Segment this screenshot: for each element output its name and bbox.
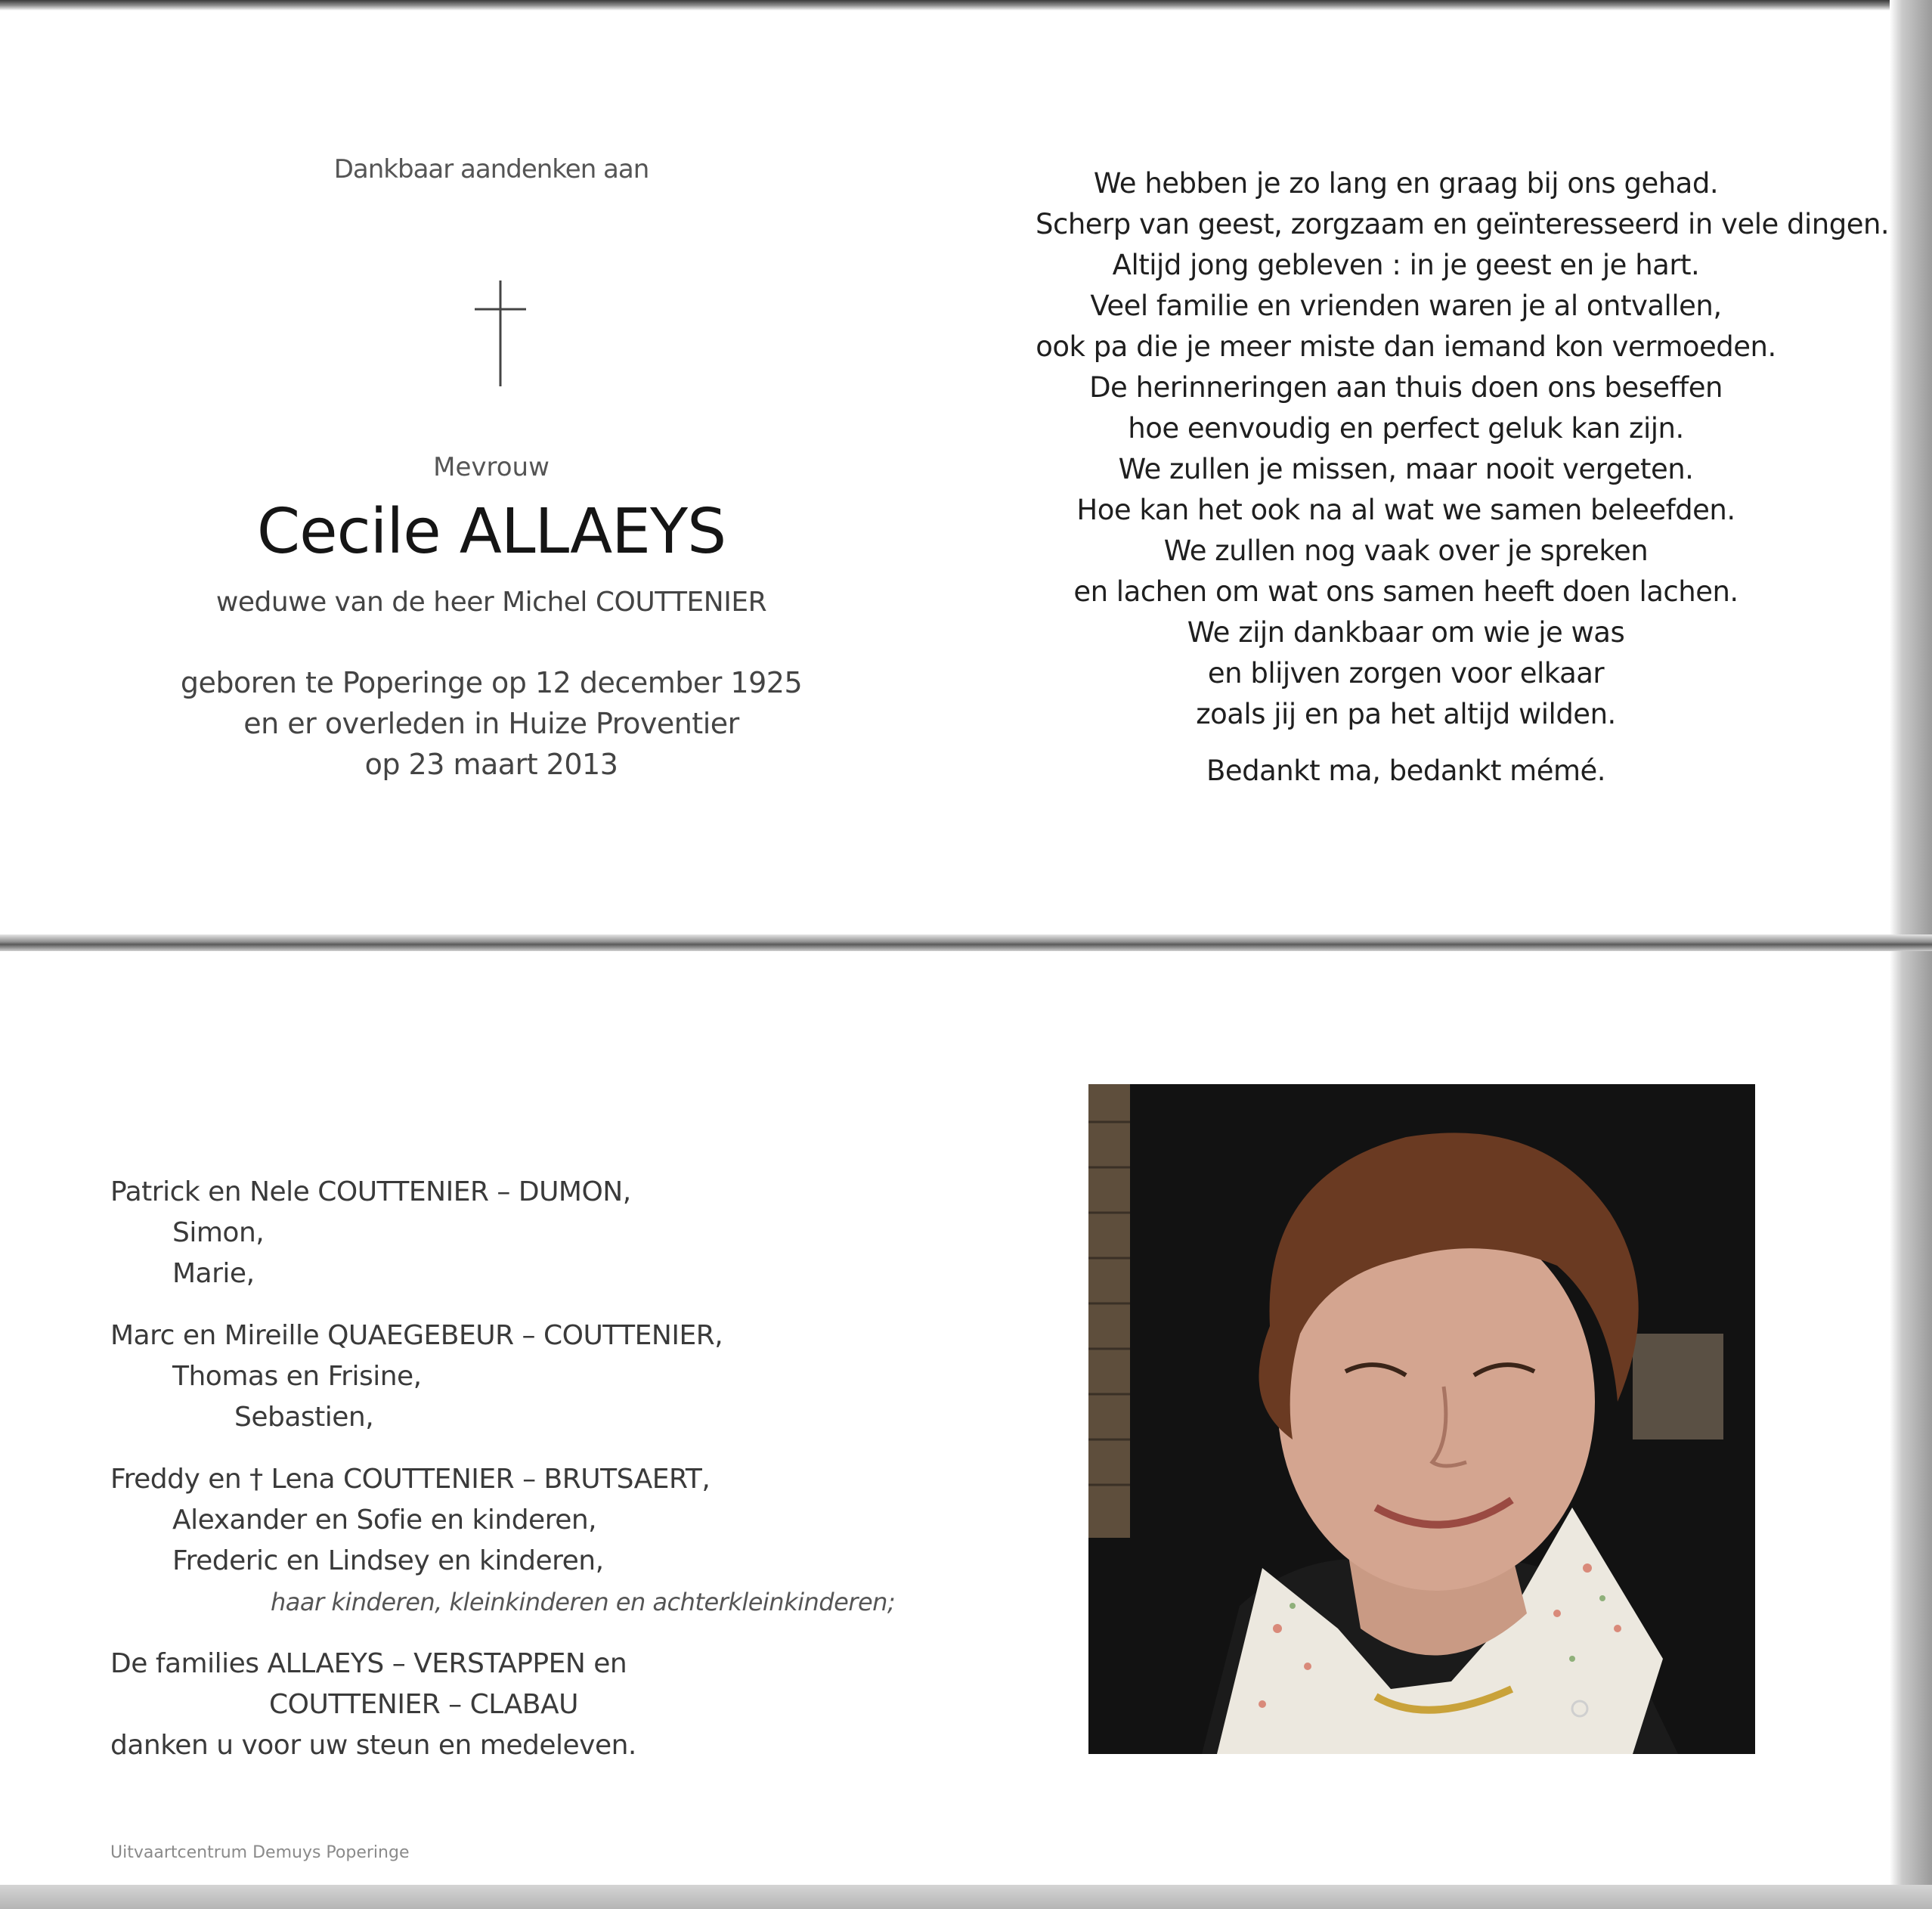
poem-line: hoe eenvoudig en perfect geluk kan zijn. xyxy=(1128,412,1684,445)
widow-of-line: weduwe van de heer Michel COUTTENIER xyxy=(215,587,767,618)
poem-line: Altijd jong gebleven : in je geest en je hart. xyxy=(1112,249,1700,281)
poem-line: ook pa die je meer miste dan iemand kon vermoeden. xyxy=(1036,330,1776,363)
poem-line: Scherp van geest, zorgzaam en geïnteresseerd in vele dingen. xyxy=(1036,208,1890,240)
deceased-name: Cecile ALLAEYS xyxy=(256,496,726,568)
family-line: Thomas en Frisine, xyxy=(172,1361,422,1392)
memorial-card-front xyxy=(8,12,1890,934)
poem-line: We zijn dankbaar om wie je was xyxy=(1187,616,1625,649)
poem-line: We hebben je zo lang en graag bij ons gehad. xyxy=(1093,167,1719,200)
family-line: Simon, xyxy=(172,1217,265,1248)
family-line-italic: haar kinderen, kleinkinderen en achterkleinkinderen; xyxy=(271,1588,896,1616)
family-line: Marc en Mireille QUAEGEBEUR – COUTTENIER, xyxy=(110,1320,723,1351)
scan-edge-top xyxy=(0,0,1932,11)
poem-line: We zullen je missen, maar nooit vergeten. xyxy=(1118,453,1694,485)
portrait-photo xyxy=(1088,1084,1755,1754)
poem-line: zoals jij en pa het altijd wilden. xyxy=(1196,698,1616,730)
family-line: Alexander en Sofie en kinderen, xyxy=(172,1505,597,1536)
remembrance-caption: Dankbaar aandenken aan xyxy=(333,154,649,184)
memorial-poem xyxy=(1036,163,1890,787)
family-line: Marie, xyxy=(172,1258,255,1289)
family-line: COUTTENIER – CLABAU xyxy=(269,1689,578,1720)
poem-line: en blijven zorgen voor elkaar xyxy=(1207,657,1605,690)
birth-line: geboren te Poperinge op 12 december 1925 xyxy=(180,666,803,699)
family-list xyxy=(110,1172,942,1766)
family-line: Freddy en † Lena COUTTENIER – BRUTSAERT, xyxy=(110,1464,711,1495)
poem-line: De herinneringen aan thuis doen ons beseffen xyxy=(1089,371,1723,404)
funeral-home-credit: Uitvaartcentrum Demuys Poperinge xyxy=(110,1843,410,1862)
poem-thanks-line: Bedankt ma, bedankt mémé. xyxy=(1206,755,1606,787)
death-date-line: op 23 maart 2013 xyxy=(364,748,618,781)
poem-line: Veel familie en vrienden waren je al ontvallen, xyxy=(1090,290,1722,322)
cross-icon xyxy=(470,280,531,386)
scan-edge-bottom xyxy=(0,1885,1932,1909)
brick-wall xyxy=(1088,1084,1130,1538)
family-line: Frederic en Lindsey en kinderen, xyxy=(172,1545,604,1576)
family-line: danken u voor uw steun en medeleven. xyxy=(110,1730,636,1761)
poem-line: en lachen om wat ons samen heeft doen lachen. xyxy=(1073,575,1738,608)
family-line: De families ALLAEYS – VERSTAPPEN en xyxy=(110,1648,627,1679)
scan-edge-right xyxy=(1890,0,1932,1909)
family-line: Sebastien, xyxy=(234,1402,374,1433)
poem-line: We zullen nog vaak over je spreken xyxy=(1163,535,1649,567)
poem-line: Hoe kan het ook na al wat we samen beleefden. xyxy=(1076,494,1735,526)
salutation: Mevrouw xyxy=(433,452,550,482)
card-fold-divider xyxy=(0,934,1932,951)
life-dates-block xyxy=(144,662,839,785)
death-place-line: en er overleden in Huize Proventier xyxy=(243,707,739,740)
family-line: Patrick en Nele COUTTENIER – DUMON, xyxy=(110,1176,631,1207)
